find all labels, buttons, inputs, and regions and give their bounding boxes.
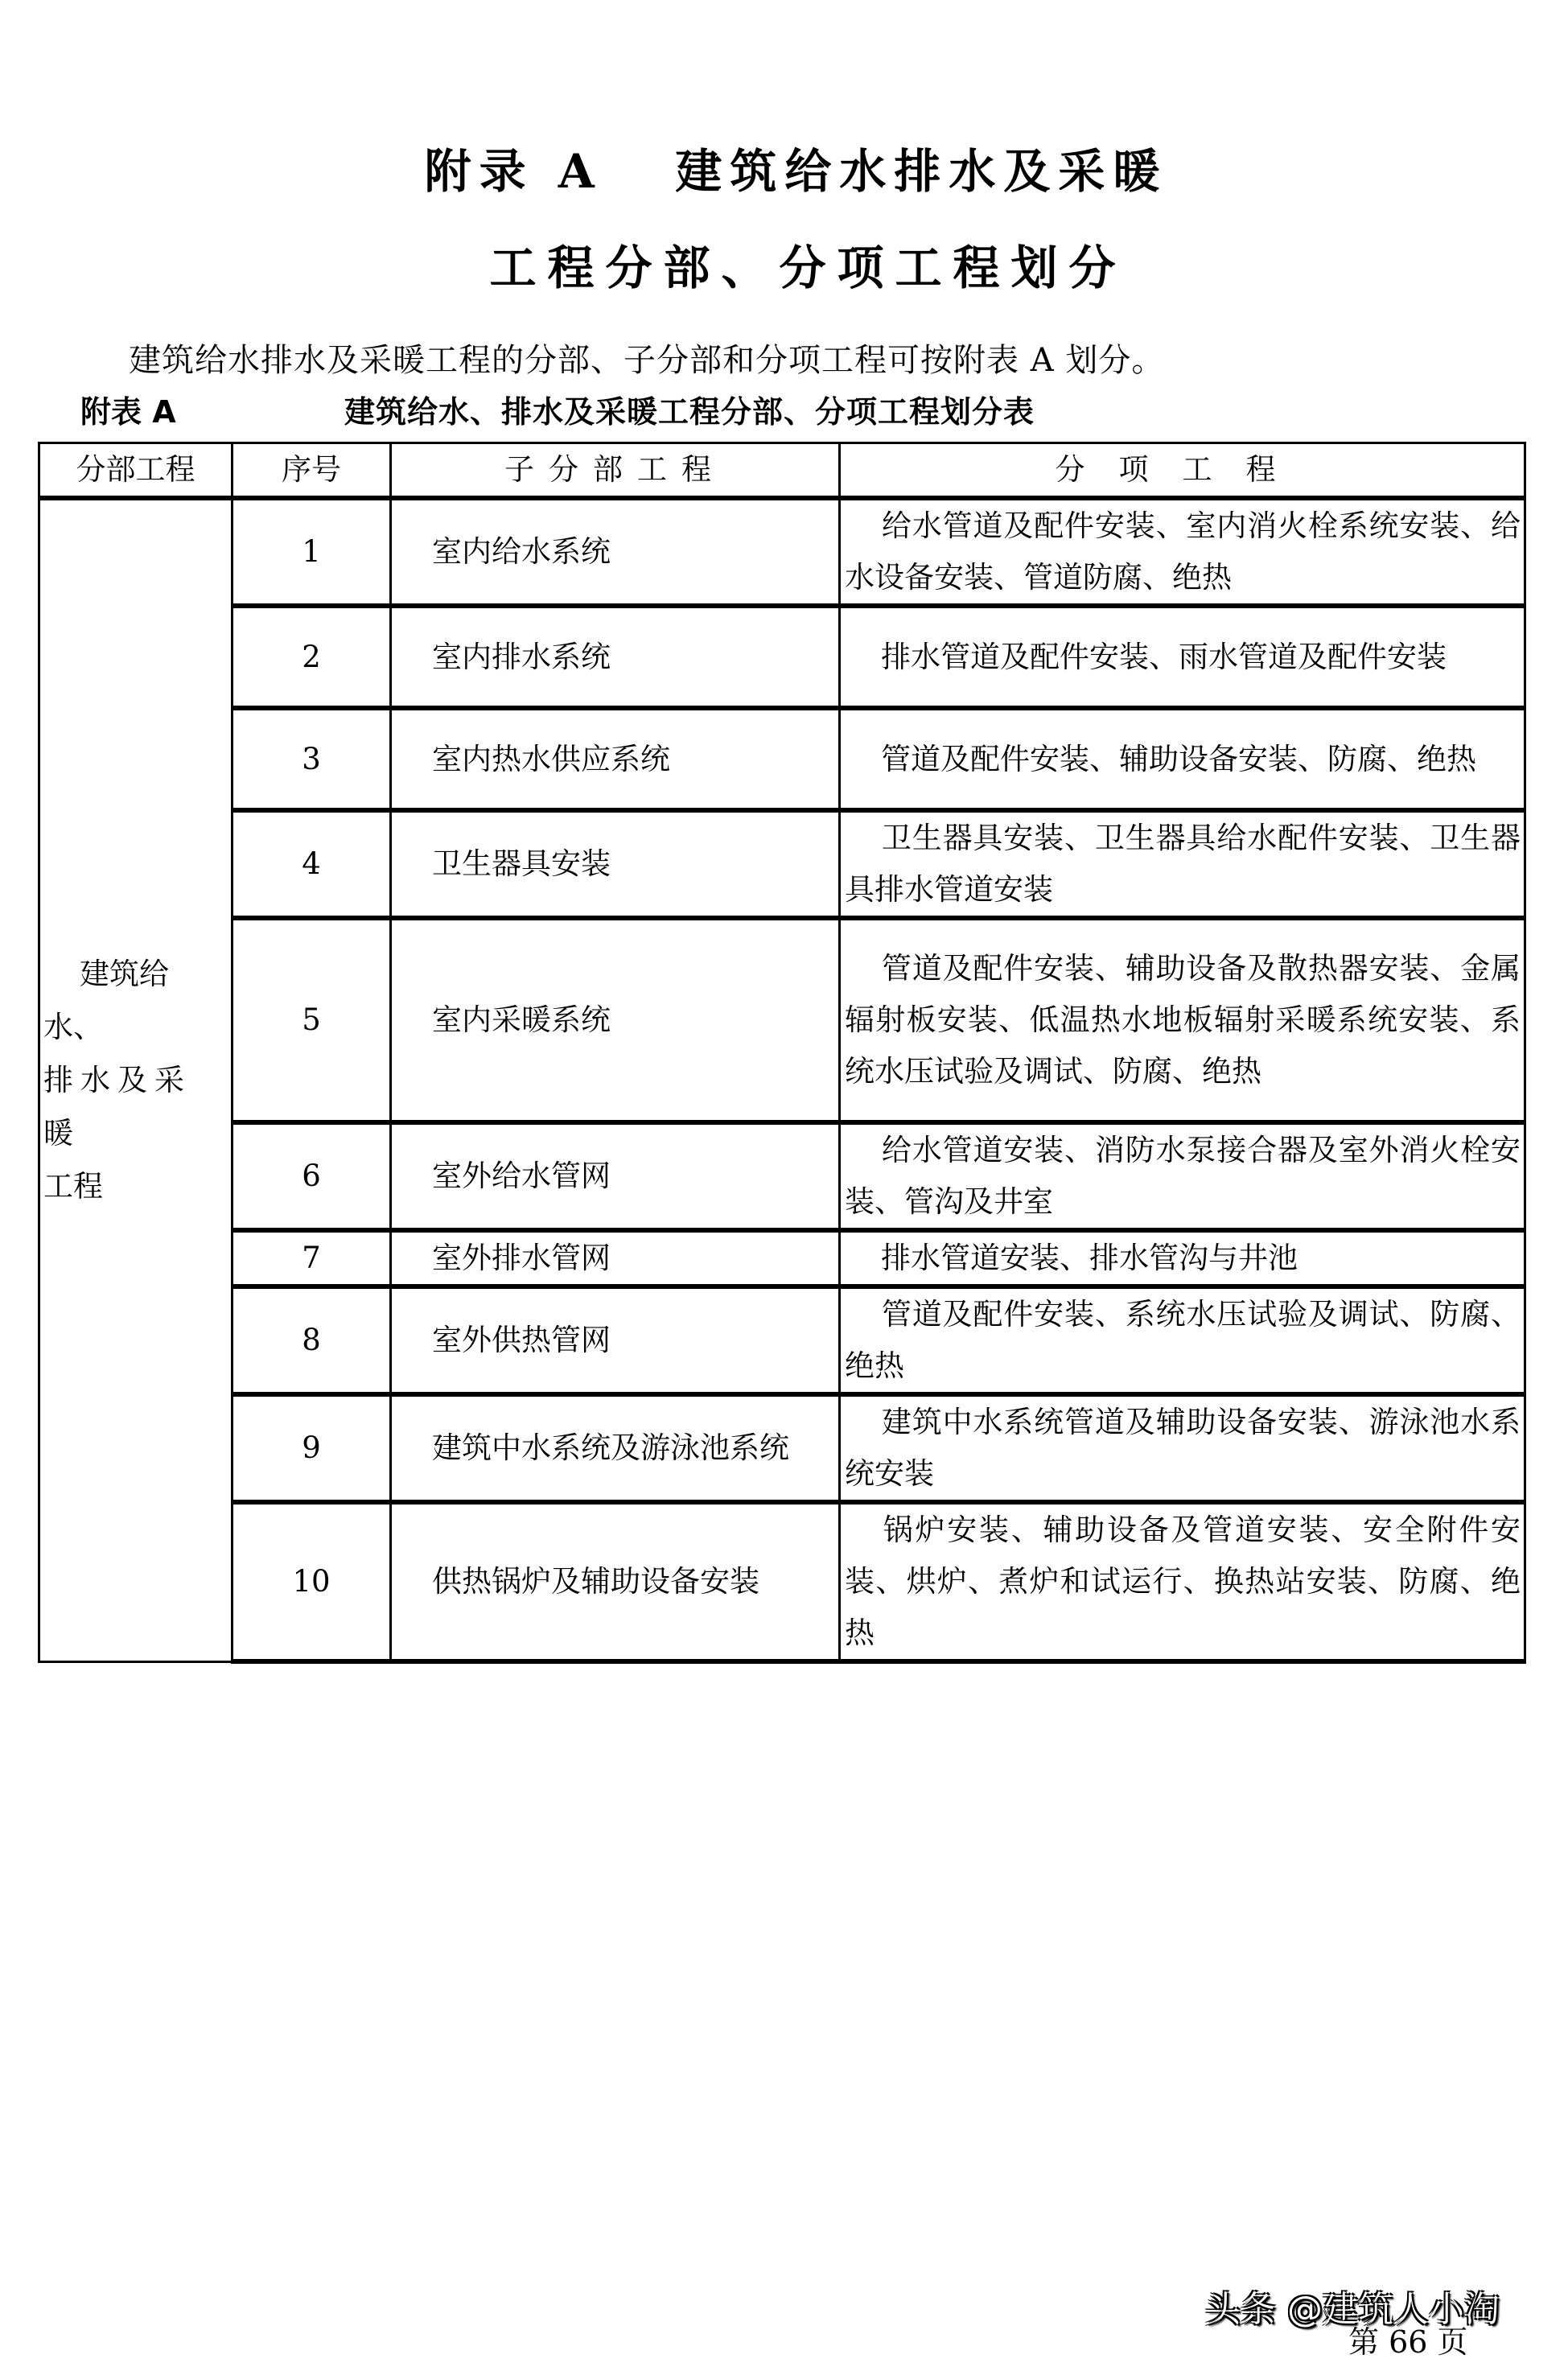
items: 锅炉安装、辅助设备及管道安装、安全附件安装、烘炉、煮炉和试运行、换热站安装、防腐、绝热 (840, 1502, 1525, 1661)
items: 管道及配件安装、辅助设备及散热器安装、金属辐射板安装、低温热水地板辐射采暖系统安装、系统水压试验及调试、防腐、绝热 (840, 918, 1525, 1122)
division-line-1: 建筑给水、 (43, 956, 169, 1044)
table-row (39, 1230, 1525, 1286)
header-sub-division: 子分部工程 (391, 443, 840, 499)
sub-division: 室内采暖系统 (391, 918, 840, 1122)
row-number: 10 (233, 1502, 391, 1661)
row-number: 4 (233, 810, 391, 918)
division-table (38, 442, 1526, 1664)
table-row (39, 918, 1525, 1122)
row-number: 7 (233, 1230, 391, 1286)
row-number: 9 (233, 1394, 391, 1502)
intro-paragraph: 建筑给水排水及采暖工程的分部、子分部和分项工程可按附表 A 划分。 (129, 342, 1165, 379)
row-number: 6 (233, 1122, 391, 1230)
header-items: 分项工程 (840, 443, 1525, 499)
table-caption-title: 建筑给水、排水及采暖工程分部、分项工程划分表 (344, 394, 1035, 430)
sub-division: 室内给水系统 (391, 498, 840, 606)
table-caption-label: 附表 A (80, 394, 176, 430)
row-number: 1 (233, 498, 391, 606)
table-row (39, 1394, 1525, 1502)
watermark: 头条 @建筑人小淘 (1205, 2289, 1500, 2330)
sub-division: 室外给水管网 (391, 1122, 840, 1230)
division-line-2: 排水及采暖 (43, 1062, 191, 1151)
row-number: 5 (233, 918, 391, 1122)
appendix-title-line-1: 附录 A 建筑给水排水及采暖 (424, 144, 1168, 199)
division-line-3: 工程 (43, 1168, 103, 1204)
sub-division: 室外排水管网 (391, 1230, 840, 1286)
items: 卫生器具安装、卫生器具给水配件安装、卫生器具排水管道安装 (840, 810, 1525, 918)
table-row (39, 1122, 1525, 1230)
appendix-title-line-2: 工程分部、分项工程划分 (489, 241, 1127, 295)
header-division: 分部工程 (39, 443, 233, 499)
table-row (39, 1286, 1525, 1394)
row-number: 3 (233, 708, 391, 810)
table-row (39, 1502, 1525, 1661)
sub-division: 室外供热管网 (391, 1286, 840, 1394)
header-number: 序号 (233, 443, 391, 499)
sub-division: 室内热水供应系统 (391, 708, 840, 810)
items: 排水管道安装、排水管沟与井池 (840, 1230, 1525, 1286)
items: 管道及配件安装、系统水压试验及调试、防腐、绝热 (840, 1286, 1525, 1394)
table-row (39, 708, 1525, 810)
division-cell (39, 498, 233, 1661)
sub-division: 室内排水系统 (391, 606, 840, 708)
page-number: 第 66 页 (1348, 2324, 1468, 2360)
items: 给水管道安装、消防水泵接合器及室外消火栓安装、管沟及井室 (840, 1122, 1525, 1230)
items: 管道及配件安装、辅助设备安装、防腐、绝热 (840, 708, 1525, 810)
items: 建筑中水系统管道及辅助设备安装、游泳池水系统安装 (840, 1394, 1525, 1502)
sub-division: 卫生器具安装 (391, 810, 840, 918)
items: 给水管道及配件安装、室内消火栓系统安装、给水设备安装、管道防腐、绝热 (840, 498, 1525, 606)
table-row (39, 498, 1525, 606)
table-row (39, 810, 1525, 918)
row-number: 2 (233, 606, 391, 708)
row-number: 8 (233, 1286, 391, 1394)
sub-division: 建筑中水系统及游泳池系统 (391, 1394, 840, 1502)
sub-division: 供热锅炉及辅助设备安装 (391, 1502, 840, 1661)
table-header-row (39, 443, 1525, 499)
table-row (39, 606, 1525, 708)
items: 排水管道及配件安装、雨水管道及配件安装 (840, 606, 1525, 708)
